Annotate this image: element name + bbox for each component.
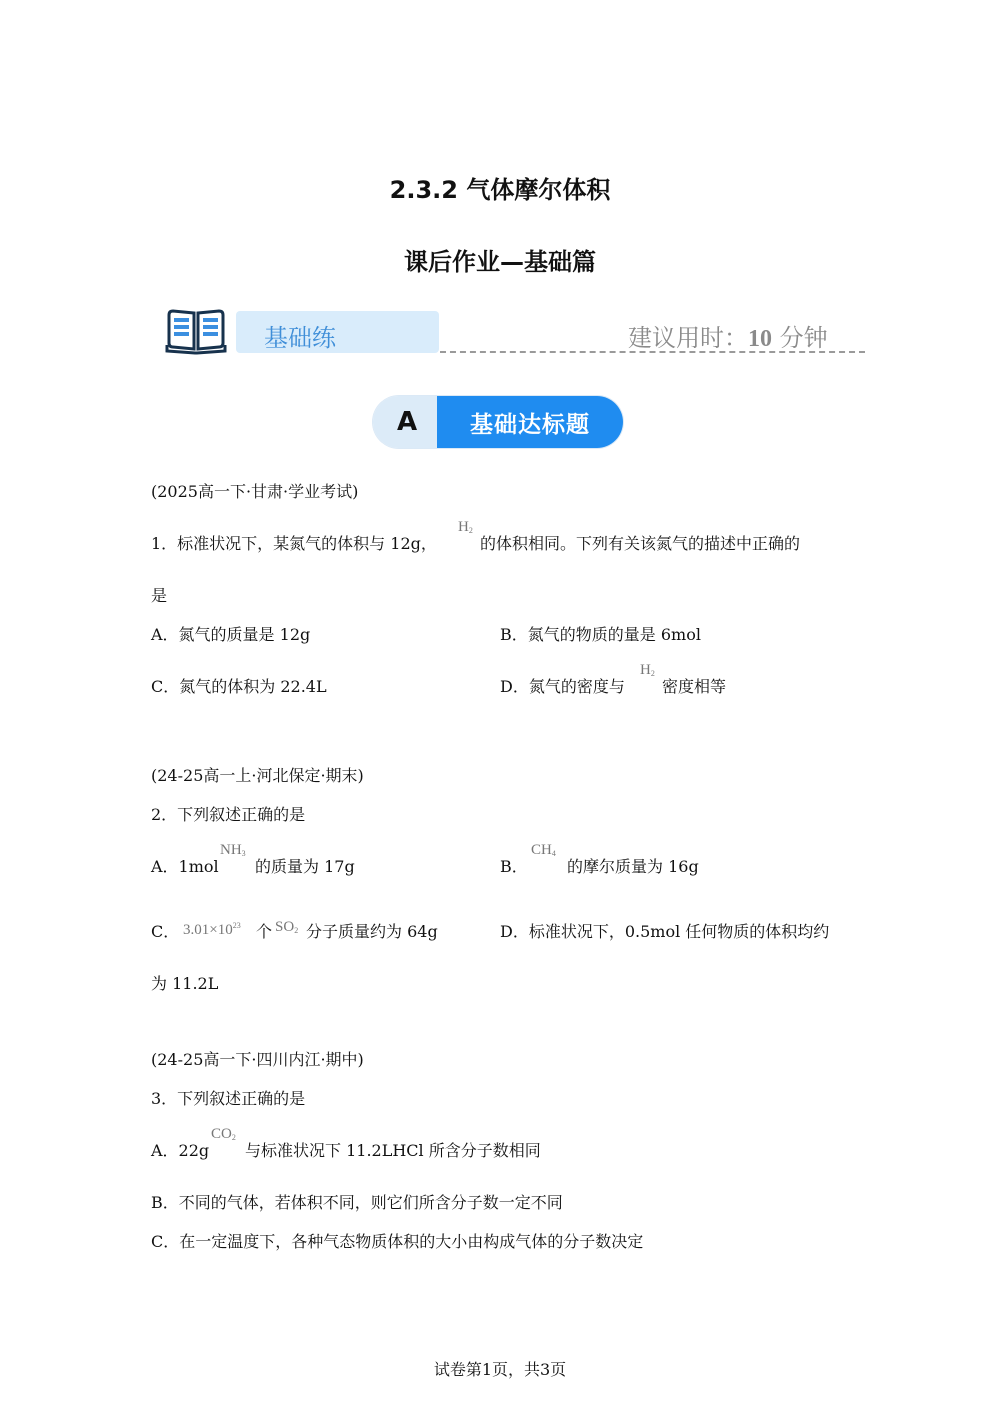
q1-source: (2025高一下·甘肃·学业考试) — [151, 482, 359, 501]
page-subtitle: 课后作业—基础篇 — [404, 248, 596, 276]
q3-option-b: B．不同的气体，若体积不同，则它们所含分子数一定不同 — [151, 1193, 563, 1212]
q2-option-a-end: 的质量为 17g — [255, 857, 355, 876]
suggested-time — [628, 318, 828, 353]
banner-divider — [440, 351, 865, 353]
q3-formula-co2: $CO_2$ — [211, 1126, 236, 1142]
q1-stem-end: 的体积相同。下列有关该氮气的描述中正确的 — [480, 534, 801, 553]
section-title: 基础达标题 — [437, 396, 623, 448]
q2-source: (24-25高一上·河北保定·期末) — [151, 766, 364, 785]
q2-formula-avogadro: $3.01\times 10^{23}$ — [183, 921, 241, 938]
q2-option-d-continue: 为 11.2L — [151, 974, 219, 993]
q3-source: (24-25高一下·四川内江·期中) — [151, 1050, 364, 1069]
suggested-time-value: 10 — [748, 326, 772, 352]
q1-option-d-end: 密度相等 — [662, 677, 727, 696]
q2-option-c-mid: 个 — [256, 922, 273, 941]
q1-option-b: B．氮气的物质的量是 6mol — [500, 625, 701, 644]
q1-option-a: A．氮气的质量是 12g — [151, 625, 311, 644]
q3-option-c: C．在一定温度下，各种气态物质体积的大小由构成气体的分子数决定 — [151, 1232, 644, 1251]
q1-option-c: C．氮气的体积为 22.4L — [151, 677, 327, 696]
q1-stem-continue: 是 — [151, 586, 168, 605]
page-title: 2.3.2 气体摩尔体积 — [389, 176, 611, 204]
q2-formula-ch4: $CH_4$ — [531, 842, 556, 858]
q2-stem: 2．下列叙述正确的是 — [151, 805, 306, 824]
section-badge — [373, 396, 623, 448]
page-footer: 试卷第1页，共3页 — [433, 1360, 567, 1379]
q2-formula-nh3: $NH_3$ — [220, 842, 246, 858]
suggested-time-unit: 分钟 — [772, 324, 828, 352]
q1-stem-start: 1．标准状况下，某氮气的体积与 12g， — [151, 534, 437, 553]
q2-option-b-end: 的摩尔质量为 16g — [567, 857, 699, 876]
q2-option-b-start: B． — [500, 857, 528, 876]
q2-option-d: D．标准状况下，0.5mol 任何物质的体积均约 — [500, 922, 830, 941]
q1-option-d-formula-h2: $H_2$ — [640, 662, 655, 678]
suggested-time-prefix: 建议用时： — [628, 324, 748, 352]
book-icon — [165, 307, 227, 355]
q3-stem: 3．下列叙述正确的是 — [151, 1089, 306, 1108]
banner-label: 基础练 — [264, 324, 336, 352]
q1-formula-h2: $H_2$ — [458, 519, 473, 535]
q2-option-a-start: A．1mol — [151, 857, 219, 876]
q3-option-a-start: A．22g — [151, 1141, 210, 1160]
q2-formula-so2: $SO_2$ — [275, 919, 299, 935]
q1-option-d-start: D．氮气的密度与 — [500, 677, 625, 696]
q2-option-c-end: 分子质量约为 64g — [306, 922, 438, 941]
q3-option-a-end: 与标准状况下 11.2LHCl 所含分子数相同 — [245, 1141, 541, 1160]
q2-option-c-start: C． — [151, 922, 180, 941]
section-letter: A — [373, 396, 437, 448]
